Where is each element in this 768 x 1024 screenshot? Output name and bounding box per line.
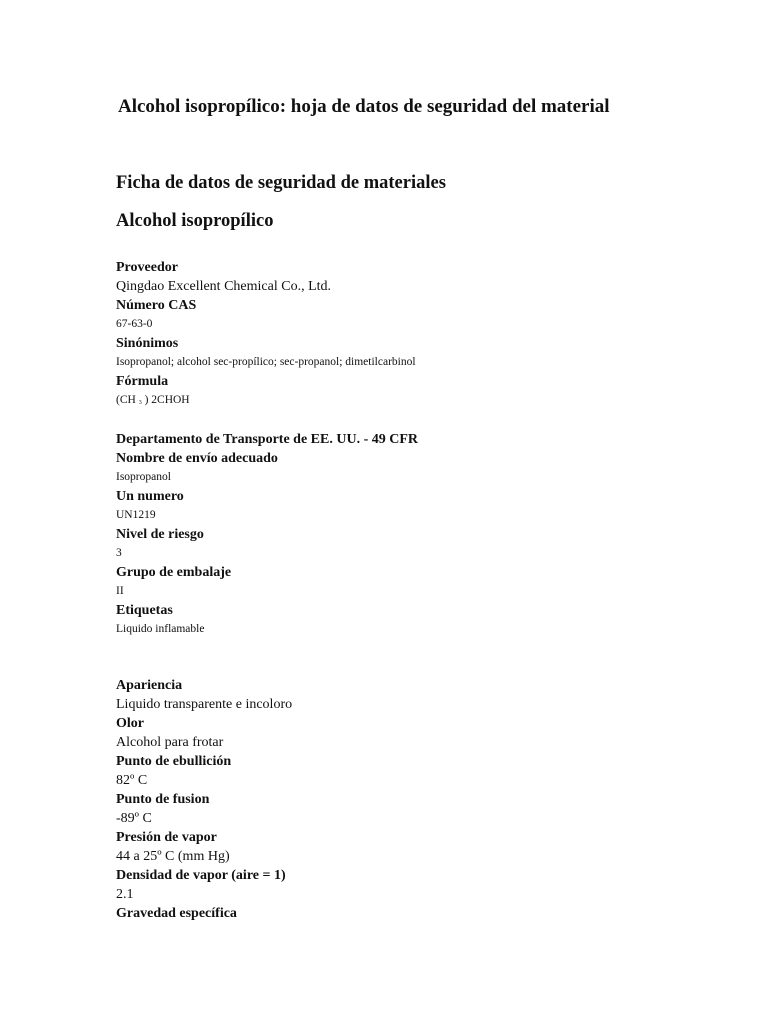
packing-group-label: Grupo de embalaje <box>116 565 232 580</box>
product-name: Alcohol isopropílico <box>116 211 274 231</box>
vapor-pressure-label: Presión de vapor <box>116 830 217 845</box>
identification-section <box>116 258 716 410</box>
synonyms-value: Isopropanol; alcohol sec-propílico; sec-propanol; dimetilcarbinol <box>116 356 416 368</box>
synonyms-label: Sinónimos <box>116 336 179 351</box>
supplier-value: Qingdao Excellent Chemical Co., Ltd. <box>116 279 332 294</box>
boiling-point-label: Punto de ebullición <box>116 754 232 769</box>
supplier-label: Proveedor <box>116 260 178 275</box>
un-number-value: UN1219 <box>116 509 156 521</box>
formula-prefix: (CH <box>116 394 136 406</box>
odor-value: Alcohol para frotar <box>116 735 224 750</box>
formula-subscript: 3 <box>138 400 142 406</box>
specific-gravity-label: Gravedad específica <box>116 906 237 921</box>
boiling-point-value: 82º C <box>116 773 148 788</box>
formula-suffix: ) 2CHOH <box>144 394 190 406</box>
cas-value: 67-63-0 <box>116 318 153 330</box>
labels-label: Etiquetas <box>116 603 173 618</box>
vapor-pressure-value: 44 a 25º C (mm Hg) <box>116 849 230 864</box>
melting-point-value: -89º C <box>116 811 152 826</box>
transport-heading: Departamento de Transporte de EE. UU. - 49 CFR <box>116 432 419 447</box>
formula-value <box>116 391 716 410</box>
vapor-density-label: Densidad de vapor (aire = 1) <box>116 868 286 883</box>
formula-label: Fórmula <box>116 374 169 389</box>
vapor-density-value: 2.1 <box>116 887 134 902</box>
packing-group-value: II <box>116 585 124 597</box>
melting-point-label: Punto de fusion <box>116 792 210 807</box>
document-title: Alcohol isopropílico: hoja de datos de seguridad del material <box>118 96 610 117</box>
hazard-level-value: 3 <box>116 547 122 559</box>
odor-label: Olor <box>116 716 144 731</box>
shipping-name-value: Isopropanol <box>116 471 171 483</box>
shipping-name-label: Nombre de envío adecuado <box>116 451 278 466</box>
un-number-label: Un numero <box>116 489 184 504</box>
labels-value: Liquido inflamable <box>116 623 205 635</box>
hazard-level-label: Nivel de riesgo <box>116 527 204 542</box>
transport-section <box>116 430 716 639</box>
appearance-label: Apariencia <box>116 678 183 693</box>
properties-section <box>116 676 716 923</box>
appearance-value: Liquido transparente e incoloro <box>116 697 293 712</box>
cas-label: Número CAS <box>116 298 197 313</box>
section-title: Ficha de datos de seguridad de materiales <box>116 173 446 193</box>
